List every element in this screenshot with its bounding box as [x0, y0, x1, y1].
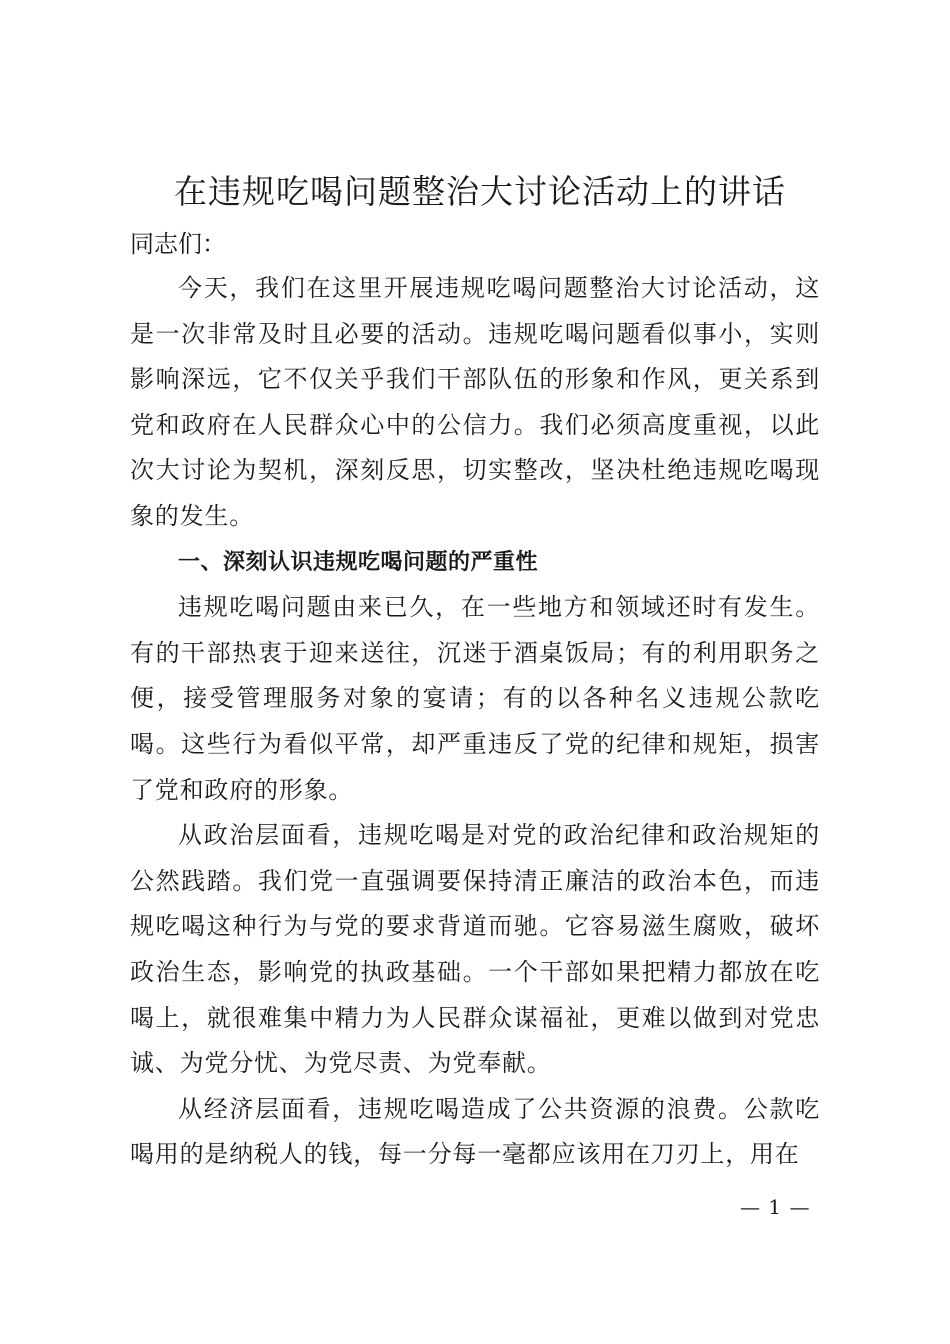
paragraph-section1-overview: 违规吃喝问题由来已久，在一些地方和领域还时有发生。有的干部热衷于迎来送往，沉迷于酒桌饭局；有的利用职务之便，接受管理服务对象的宴请；有的以各种名义违规公款吃喝。这些行为看似平常，却严重违反了党的纪律和规矩，损害了党和政府的形象。 [130, 593, 820, 804]
paragraph-intro: 今天，我们在这里开展违规吃喝问题整治大讨论活动，这是一次非常及时且必要的活动。违规吃喝问题看似事小，实则影响深远，它不仅关乎我们干部队伍的形象和作风，更关系到党和政府在人民群众心中的公信力。我们必须高度重视，以此次大讨论为契机，深刻反思，切实整改，坚决杜绝违规吃喝现象的发生。 [130, 274, 820, 530]
page-number: — 1 — [740, 1195, 811, 1219]
paragraph-political-level: 从政治层面看，违规吃喝是对党的政治纪律和政治规矩的公然践踏。我们党一直强调要保持清正廉洁的政治本色，而违规吃喝这种行为与党的要求背道而驰。它容易滋生腐败，破坏政治生态，影响党的执政基础。一个干部如果把精力都放在吃喝上，就很难集中精力为人民群众谋福祉，更难以做到对党忠诚、为党分忧、为党尽责、为党奉献。 [130, 821, 820, 1078]
paragraph-economic-level: 从经济层面看，违规吃喝造成了公共资源的浪费。公款吃喝用的是纳税人的钱，每一分每一毫都应该用在刀刃上，用在 [130, 1094, 820, 1169]
document-body [130, 266, 820, 1178]
document-title: 在违规吃喝问题整治大讨论活动上的讲话 [174, 172, 786, 211]
section-heading-1: 一、深刻认识违规吃喝问题的严重性 [178, 549, 539, 575]
salutation: 同志们： [130, 230, 226, 258]
